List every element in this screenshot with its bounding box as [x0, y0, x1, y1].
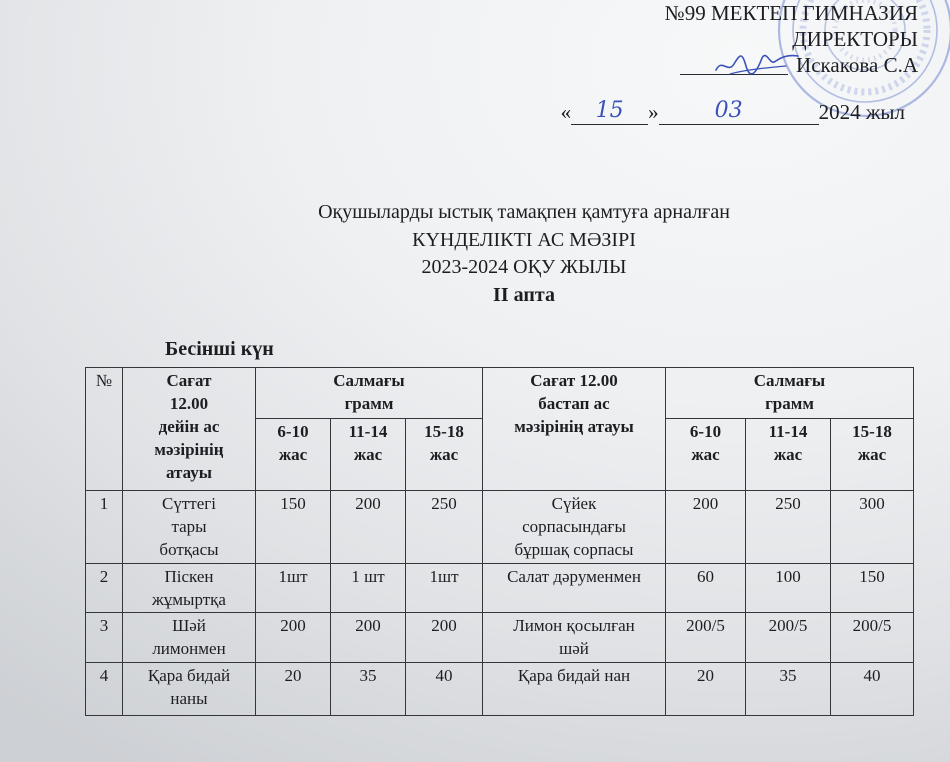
weight-6-10: 1шт — [256, 564, 331, 613]
before-noon-dish — [123, 613, 256, 663]
weight-15-18: 40 — [831, 663, 914, 716]
table-row — [86, 613, 914, 663]
weight-11-14: 200/5 — [746, 613, 831, 663]
date-year: 2024 жыл — [818, 100, 905, 124]
table-row — [86, 564, 914, 613]
age-label: 15-18 жас — [424, 422, 464, 464]
row-number: 4 — [86, 663, 123, 716]
weight-11-14: 35 — [746, 663, 831, 716]
after-noon-dish — [483, 613, 666, 663]
menu-table — [85, 367, 914, 716]
header-weight-after-label: Салмағы грамм — [753, 371, 826, 413]
after-noon-dish — [483, 491, 666, 564]
weight-6-10: 60 — [666, 564, 746, 613]
age-label: 11-14 жас — [348, 422, 388, 464]
age-label: 15-18 жас — [852, 422, 892, 464]
title-week: II апта — [493, 283, 555, 306]
header-age-6-10-after — [666, 419, 746, 491]
age-label: 11-14 жас — [768, 422, 808, 464]
header-after-noon — [483, 368, 666, 491]
weight-6-10: 200/5 — [666, 613, 746, 663]
header-number: № — [86, 368, 123, 491]
row-number: 2 — [86, 564, 123, 613]
before-noon-dish — [123, 663, 256, 716]
age-label: 6-10 жас — [277, 422, 309, 464]
weight-6-10: 20 — [256, 663, 331, 716]
table-row — [86, 663, 914, 716]
weight-11-14: 250 — [746, 491, 831, 564]
weight-11-14: 35 — [331, 663, 406, 716]
dish-name: Піскен жұмыртқа — [152, 567, 226, 609]
header-age-15-18-before — [406, 419, 483, 491]
weight-15-18: 150 — [831, 564, 914, 613]
document-title — [274, 199, 774, 309]
dish-name: Сүйек сорпасындағы бұршақ сорпасы — [514, 494, 634, 559]
age-label: 6-10 жас — [689, 422, 722, 464]
weight-15-18: 200/5 — [831, 613, 914, 663]
row-number: 1 — [86, 491, 123, 564]
weight-11-14: 200 — [331, 491, 406, 564]
dish-name: Қара бидай наны — [147, 666, 231, 708]
weight-15-18: 40 — [406, 663, 483, 716]
dish-name: Қара бидай нан — [517, 666, 631, 685]
date-close-quote: » — [648, 100, 659, 124]
director-signature — [712, 44, 802, 80]
date-month-blank — [659, 100, 819, 125]
before-noon-dish — [123, 491, 256, 564]
weight-6-10: 20 — [666, 663, 746, 716]
header-age-11-14-before — [331, 419, 406, 491]
weight-6-10: 200 — [666, 491, 746, 564]
header-before-noon — [123, 368, 256, 491]
weight-15-18: 200 — [406, 613, 483, 663]
weight-15-18: 300 — [831, 491, 914, 564]
title-line-3: 2023-2024 ОҚУ ЖЫЛЫ — [421, 256, 627, 278]
header-age-11-14-after — [746, 419, 831, 491]
header-age-6-10-before — [256, 419, 331, 491]
date-open-quote: « — [560, 100, 572, 124]
date-day-blank — [571, 100, 648, 125]
weight-15-18: 1шт — [406, 564, 483, 613]
weight-6-10: 150 — [256, 491, 331, 564]
title-line-2: КҮНДЕЛІКТІ АС МӘЗІРІ — [412, 228, 636, 251]
school-name: №99 МЕКТЕП ГИМНАЗИЯ — [664, 1, 918, 25]
director-position: ДИРЕКТОРЫ — [792, 27, 918, 51]
dish-name: Шәй лимонмен — [152, 616, 226, 658]
after-noon-dish — [483, 663, 666, 716]
header-age-15-18-after — [831, 419, 914, 491]
weight-11-14: 1 шт — [331, 564, 406, 613]
date-day: 15 — [595, 98, 624, 123]
header-before-noon-label: Сағат 12.00 дейін ас мәзірінің атауы — [154, 371, 224, 482]
header-weight-before — [256, 368, 483, 419]
weight-15-18: 250 — [406, 491, 483, 564]
weight-11-14: 200 — [331, 613, 406, 663]
after-noon-dish — [483, 564, 666, 613]
dish-name: Сүттегі тары ботқасы — [159, 494, 219, 559]
date-month: 03 — [714, 98, 743, 123]
approval-date — [561, 99, 905, 125]
weight-11-14: 100 — [746, 564, 831, 613]
header-after-noon-label: Сағат 12.00 бастап ас мәзірінің атауы — [514, 371, 634, 436]
table-row — [86, 491, 914, 564]
before-noon-dish — [123, 564, 256, 613]
dish-name: Салат дәруменмен — [507, 567, 641, 586]
header-weight-before-label: Салмағы грамм — [333, 371, 405, 413]
director-name: Искакова С.А — [796, 53, 918, 77]
weight-6-10: 200 — [256, 613, 331, 663]
row-number: 3 — [86, 613, 123, 663]
day-label: Бесінші күн — [165, 338, 274, 360]
dish-name: Лимон қосылған шәй — [513, 616, 635, 658]
title-line-1: Оқушыларды ыстық тамақпен қамтуға арналған — [318, 201, 730, 223]
header-weight-after — [666, 368, 914, 419]
table-header-row — [86, 368, 914, 419]
